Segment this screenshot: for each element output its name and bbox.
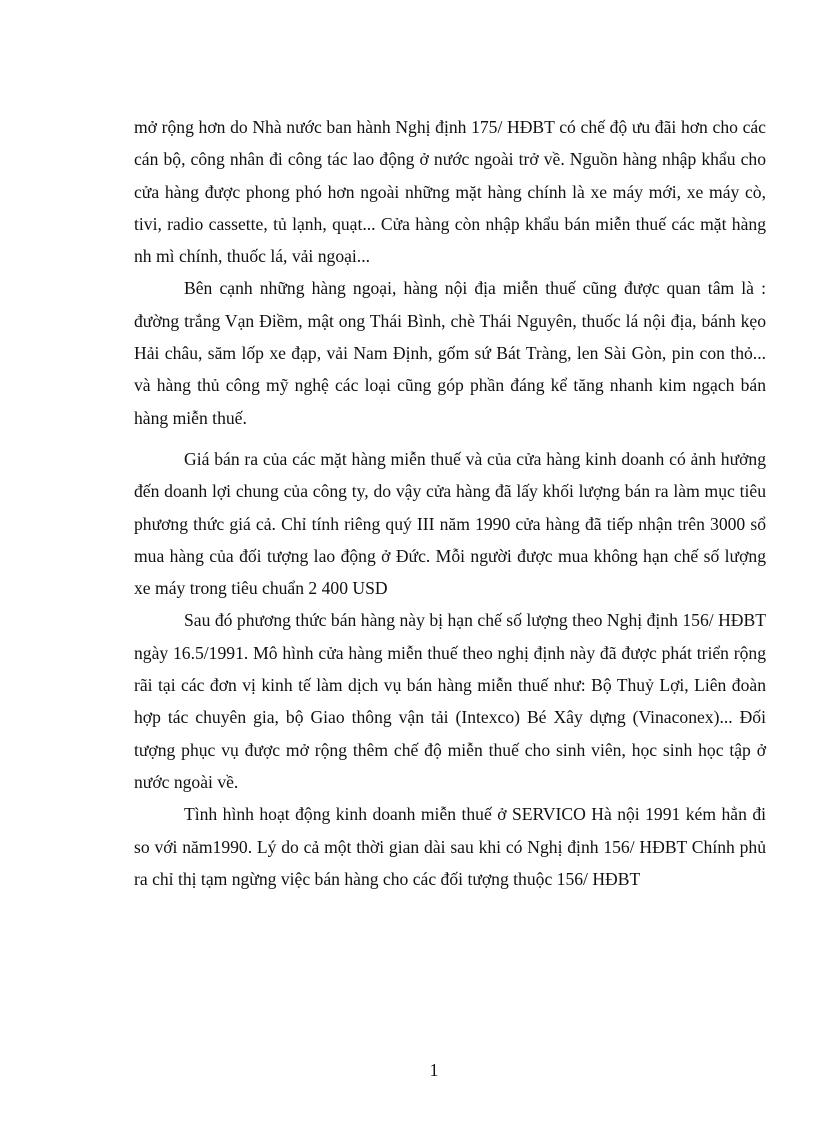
- page-number: 1: [429, 1060, 439, 1080]
- paragraph-5: Tình hình hoạt động kinh doanh miễn thuế ở SERVICO Hà nội 1991 kém hẳn đi so với năm1990. Lý do cả một thời gian dài sau khi có Nghị định 156/ HĐBT Chính phủ ra chỉ thị tạm ngừng việc bán hàng cho các đối tượng thuộc 156/ HĐBT: [134, 804, 766, 889]
- paragraph-4: Sau đó phương thức bán hàng này bị hạn chế số lượng theo Nghị định 156/ HĐBT ngày 16.5/1991. Mô hình cửa hàng miễn thuế theo nghị định này đã được phát triển rộng rãi tại các đơn vị kinh tế làm dịch vụ bán hàng miễn thuế như: Bộ Thuỷ Lợi, Liên đoàn hợp tác chuyên gia, bộ Giao thông vận tải (Intexco) Bé Xây dựng (Vinaconex)... Đối tượng phục vụ được mở rộng thêm chế độ miễn thuế cho sinh viên, học sinh học tập ở nước ngoài về.: [134, 610, 766, 792]
- paragraph-2: Bên cạnh những hàng ngoại, hàng nội địa miễn thuế cũng được quan tâm là : đường trắng Vạn Điềm, mật ong Thái Bình, chè Thái Nguyên, thuốc lá nội địa, bánh kẹo Hải châu, săm lốp xe đạp, vải Nam Định, gốm sứ Bát Tràng, len Sài Gòn, pin con thỏ... và hàng thủ công mỹ nghệ các loại cũng góp phần đáng kể tăng nhanh kim ngạch bán hàng miễn thuế.: [134, 278, 766, 428]
- paragraph-1: mở rộng hơn do Nhà nước ban hành Nghị định 175/ HĐBT có chế độ ưu đãi hơn cho các cán bộ, công nhân đi công tác lao động ở nước ngoài trở về. Nguồn hàng nhập khẩu cho cửa hàng được phong phó hơn ngoài những mặt hàng chính là xe máy mới, xe máy cò, tivi, radio cassette, tủ lạnh, quạt... Cửa hàng còn nhập khẩu bán miễn thuế các mặt hàng nh mì chính, thuốc lá, vải ngoại...: [134, 117, 766, 267]
- paragraph-3: Giá bán ra của các mặt hàng miễn thuế và của cửa hàng kinh doanh có ảnh hưởng đến doanh lợi chung của công ty, do vậy cửa hàng đã lấy khối lượng bán ra làm mục tiêu phương thức giá cả. Chỉ tính riêng quý III năm 1990 cửa hàng đã tiếp nhận trên 3000 sổ mua hàng của đối tượng lao động ở Đức. Mỗi người được mua không hạn chế số lượng xe máy trong tiêu chuẩn 2 400 USD: [134, 448, 766, 599]
- document-body: [134, 111, 766, 895]
